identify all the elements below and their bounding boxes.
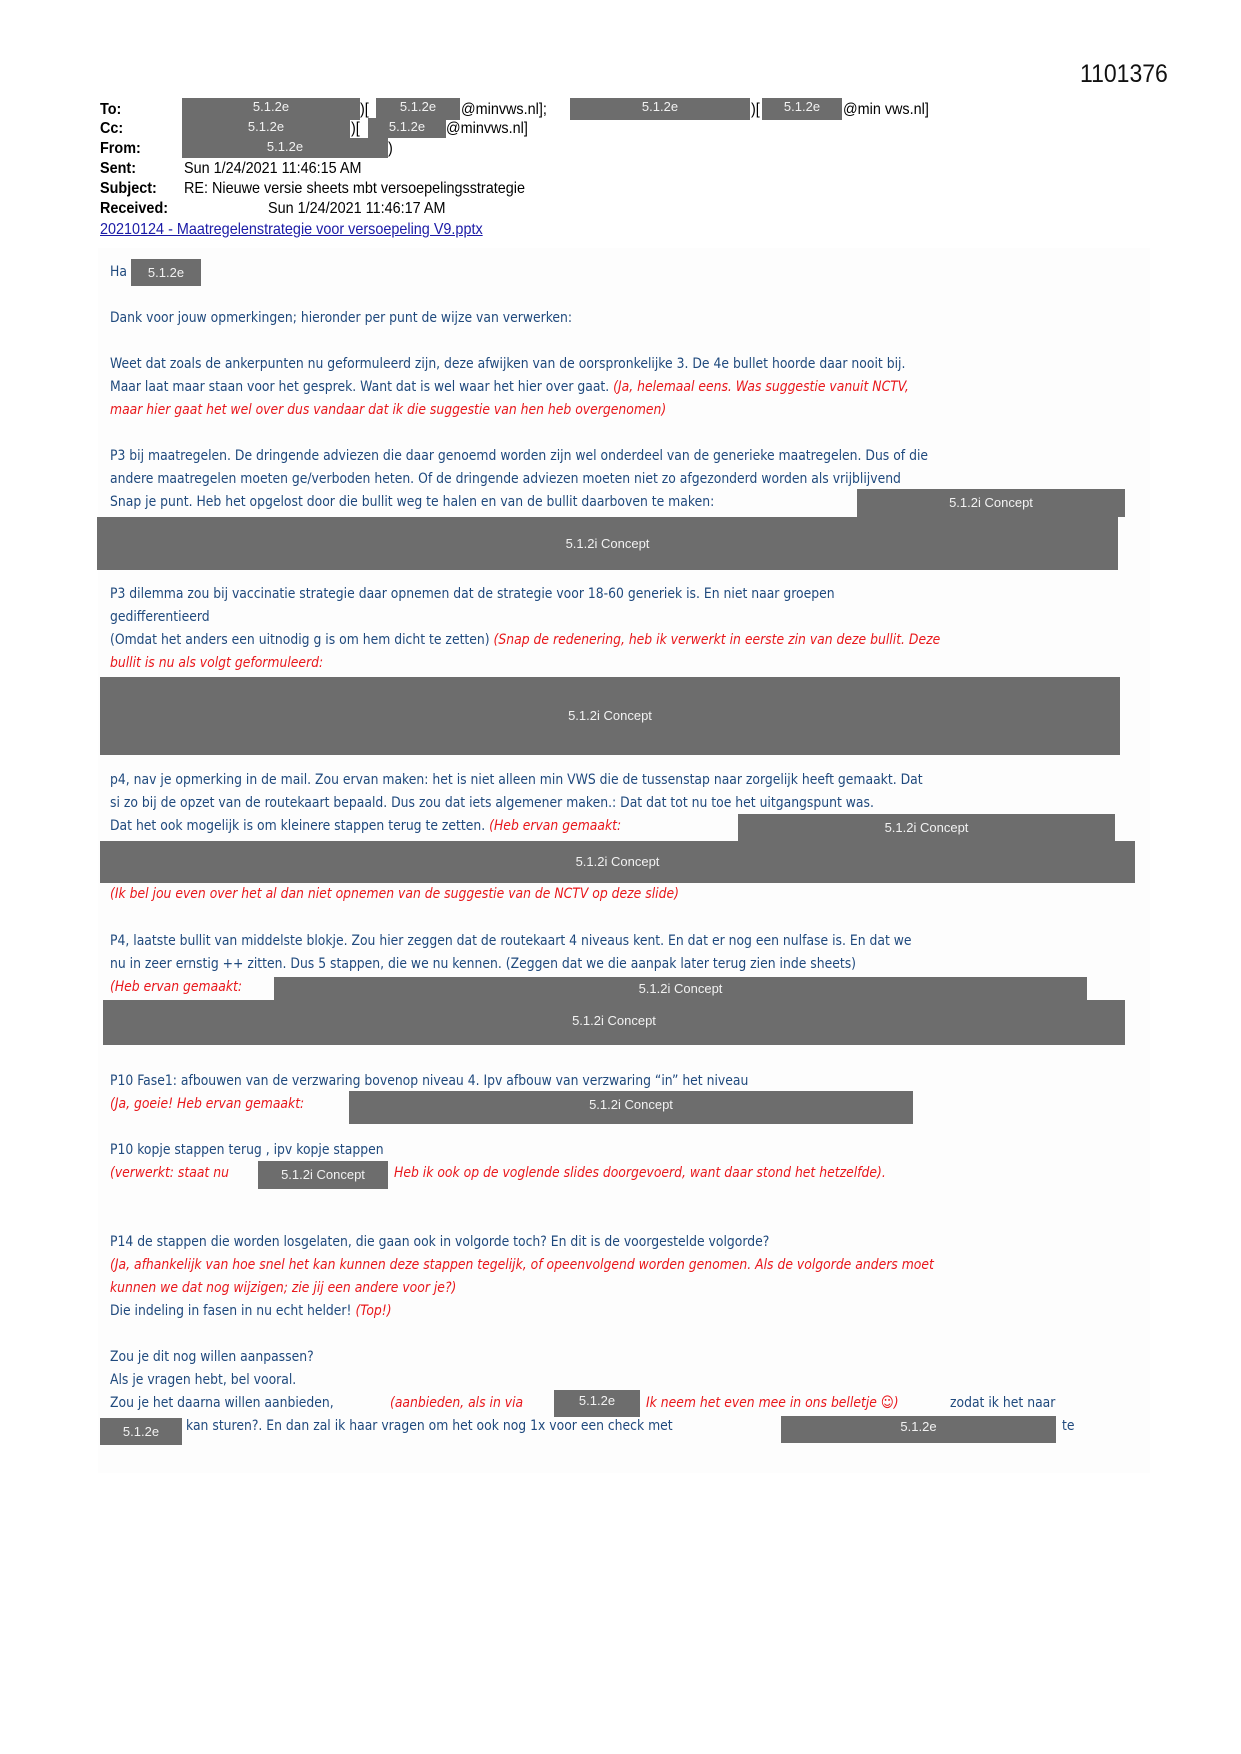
redaction-personal-p10-via: 5.1.2e [554, 1390, 640, 1417]
redaction-concept-p2-inline: 5.1.2i Concept [857, 489, 1125, 517]
p9-text: Die indeling in fasen in nu echt helder! [110, 1303, 356, 1319]
p6-line1: P10 Fase1: afbouwen van de verzwaring bovenop niveau 4. Ipv afbouw van verzwaring “in” het niveau [110, 1073, 749, 1089]
p5-line1: P4, laatste bullit van middelste blokje. Zou hier zeggen dat de routekaart 4 niveaus kent. En dat er nog een nulfase is. En dat we [110, 933, 912, 949]
redaction-concept-p3-block: 5.1.2i Concept [100, 677, 1120, 755]
p1-line1: Weet dat zoals de ankerpunten nu geformuleerd zijn, deze afwijken van de oorspronkelijke 3. De 4e bullet hoorde daar nooit bij. [110, 356, 906, 372]
p3-line3 [110, 629, 940, 652]
received-value: Sun 1/24/2021 11:46:17 AM [268, 200, 446, 217]
greeting: Ha [110, 264, 127, 280]
p2-line2: andere maatregelen moeten ge/verboden heten. Of de dringende adviezen moeten niet zo afgezonderd worden als vrijblijvend [110, 471, 901, 487]
p4-line2: si zo bij de opzet van de routekaart bepaald. Dus zou dat iets algemener maken.: Dat dat tot nu toe het uitgangspunt was. [110, 795, 874, 811]
p7-annotation-b: Heb ik ook op de voglende slides doorgevoerd, want daar stond het hetzelfde). [394, 1165, 886, 1181]
p1-annotation-line3: maar hier gaat het wel over dus vandaar dat ik die suggestie van hen heb overgenomen) [110, 402, 667, 418]
p10-annotation-a: (aanbieden, als in via [390, 1395, 524, 1411]
redaction-to-email-2: 5.1.2e [762, 98, 842, 120]
subject-value: RE: Nieuwe versie sheets mbt versoepelingsstrategie [184, 180, 525, 197]
redaction-greeting-name: 5.1.2e [131, 259, 201, 286]
redaction-concept-p6-inline: 5.1.2i Concept [349, 1091, 913, 1124]
p6-annotation-line2: (Ja, goeie! Heb ervan gemaakt: [110, 1096, 305, 1112]
cc-separator: )[ [351, 120, 360, 137]
redaction-from-name: 5.1.2e [182, 138, 388, 158]
redaction-personal-p10-recipient: 5.1.2e [100, 1418, 182, 1445]
cc-domain: @minvws.nl] [446, 120, 528, 137]
p8-annotation-line3: kunnen we dat nog wijzigen; zie jij een andere voor je?) [110, 1280, 457, 1296]
redaction-to-email-1: 5.1.2e [376, 98, 460, 120]
p10-line4: kan sturen?. En dan zal ik haar vragen om het ook nog 1x voor een check met [186, 1418, 673, 1434]
from-label: From: [100, 140, 141, 157]
p10-line2: Als je vragen hebt, bel vooral. [110, 1372, 297, 1388]
redaction-cc-name: 5.1.2e [182, 118, 350, 138]
p3-line2: gedifferentieerd [110, 609, 210, 625]
sent-value: Sun 1/24/2021 11:46:15 AM [184, 160, 362, 177]
from-close: ) [388, 140, 393, 157]
to-domain-1: @minvws.nl]; [461, 101, 547, 118]
redaction-concept-p4-block: 5.1.2i Concept [100, 841, 1135, 883]
p5-annotation-line3: (Heb ervan gemaakt: [110, 979, 243, 995]
to-separator-1: )[ [360, 101, 369, 118]
p1-annotation: (Ja, helemaal eens. Was suggestie vanuit NCTV, [613, 379, 909, 395]
p4-text: Dat het ook mogelijk is om kleinere stappen terug te zetten. [110, 818, 490, 834]
p5-line2: nu in zeer ernstig ++ zitten. Dus 5 stappen, die we nu kennen. (Zeggen dat we die aanpak later terug zien inde sheets) [110, 956, 857, 972]
p10-annotation-b: Ik neem het even mee in ons belletje ☺) [646, 1395, 899, 1411]
sent-label: Sent: [100, 160, 136, 177]
cc-label: Cc: [100, 120, 124, 137]
p2-line1: P3 bij maatregelen. De dringende adviezen die daar genoemd worden zijn wel onderdeel van de generieke maatregelen. Dus of die [110, 448, 929, 464]
redaction-concept-p7-inline: 5.1.2i Concept [258, 1161, 388, 1189]
attachment-link[interactable]: 20210124 - Maatregelenstrategie voor versoepeling V9.pptx [100, 221, 483, 238]
p8-line1: P14 de stappen die worden losgelaten, die gaan ook in volgorde toch? En dit is de voorgestelde volgorde? [110, 1234, 770, 1250]
p3-annotation-line4: bullit is nu als volgt geformuleerd: [110, 655, 324, 671]
p7-annotation-a: (verwerkt: staat nu [110, 1165, 229, 1181]
p10-line1: Zou je dit nog willen aanpassen? [110, 1349, 314, 1365]
redaction-personal-p10-check: 5.1.2e [781, 1416, 1056, 1443]
to-separator-2: )[ [751, 101, 760, 118]
p10-line3-end: zodat ik het naar [950, 1395, 1056, 1411]
to-label: To: [100, 101, 122, 118]
p9-annotation: (Top!) [355, 1303, 392, 1319]
p4-line1: p4, nav je opmerking in de mail. Zou ervan maken: het is niet alleen min VWS die de tussenstap naar zorgelijk heeft gemaakt. Dat [110, 772, 923, 788]
document-number: 1101376 [1080, 60, 1168, 88]
p4-annotation-line4: (Ik bel jou even over het al dan niet opnemen van de suggestie van de NCTV op deze slide) [110, 886, 679, 902]
redaction-to-name-2: 5.1.2e [570, 98, 750, 120]
redaction-concept-p4-inline: 5.1.2i Concept [738, 814, 1115, 841]
p3-text: (Omdat het anders een uitnodig g is om hem dicht te zetten) [110, 632, 494, 648]
redaction-to-name-1: 5.1.2e [182, 98, 360, 120]
received-label: Received: [100, 200, 169, 217]
redaction-concept-p5-block: 5.1.2i Concept [103, 1000, 1125, 1045]
p9-line1 [110, 1300, 392, 1323]
subject-label: Subject: [100, 180, 157, 197]
p7-line1: P10 kopje stappen terug , ipv kopje stappen [110, 1142, 384, 1158]
redaction-concept-p2-block: 5.1.2i Concept [97, 517, 1118, 570]
p10-line4-end: te [1062, 1418, 1075, 1434]
p4-annotation: (Heb ervan gemaakt: [489, 818, 622, 834]
p2-line3: Snap je punt. Heb het opgelost door die bullit weg te halen en van de bullit daarboven te maken: [110, 494, 715, 510]
intro-text: Dank voor jouw opmerkingen; hieronder per punt de wijze van verwerken: [110, 310, 573, 326]
to-domain-2: @min vws.nl] [843, 101, 929, 118]
p8-annotation-line2: (Ja, afhankelijk van hoe snel het kan kunnen deze stappen tegelijk, of opeenvolgend worden genomen. Als de volgorde anders moet [110, 1257, 934, 1273]
p1-text: Maar laat maar staan voor het gesprek. Want dat is wel waar het hier over gaat. [110, 379, 614, 395]
p10-line3-text: Zou je het daarna willen aanbieden, [110, 1395, 334, 1411]
redaction-concept-p5-inline: 5.1.2i Concept [274, 977, 1087, 1000]
p1-line2 [110, 376, 909, 399]
p4-line3 [110, 815, 621, 838]
p3-annotation: (Snap de redenering, heb ik verwerkt in eerste zin van deze bullit. Deze [493, 632, 941, 648]
redaction-cc-email: 5.1.2e [368, 118, 446, 138]
p3-line1: P3 dilemma zou bij vaccinatie strategie daar opnemen dat de strategie voor 18-60 generiek is. En niet naar groepen [110, 586, 835, 602]
